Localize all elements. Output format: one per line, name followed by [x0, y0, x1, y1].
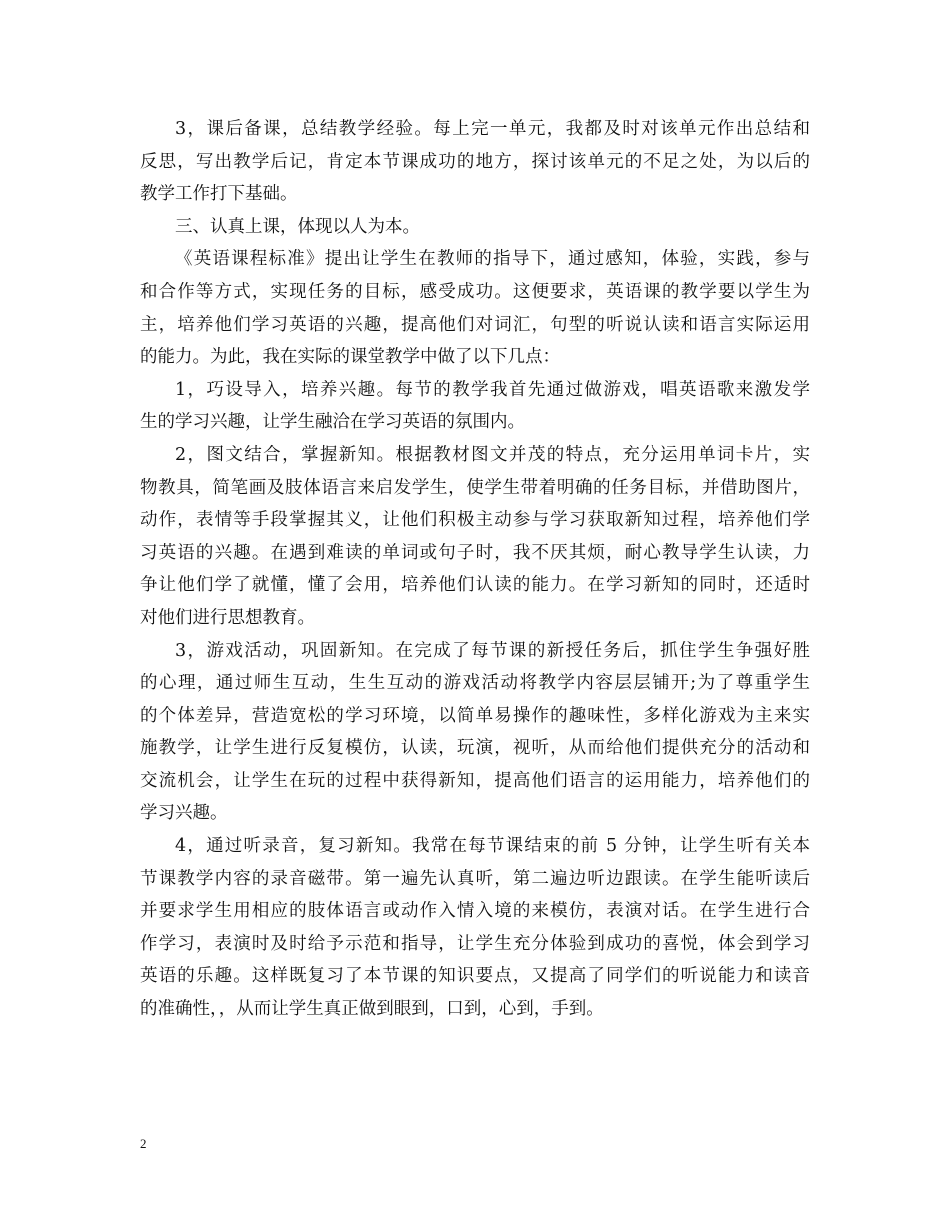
- text-line: 《英语课程标准》提出让学生在教师的指导下，通过感知，体验，实践，参与: [175, 249, 810, 270]
- page-number: 2: [140, 1136, 147, 1151]
- text-line: 习英语的兴趣。在遇到难读的单词或句子时，我不厌其烦，耐心教导学生认读，力: [140, 542, 810, 563]
- text-line: 4，通过听录音，复习新知。我常在每节课结束的前 5 分钟，让学生听有关本: [175, 836, 810, 857]
- paragraph-intro-interest: [140, 374, 810, 439]
- text-line: 物教具，简笔画及肢体语言来启发学生，使学生带着明确的任务目标，并借助图片，: [140, 477, 810, 498]
- text-line: 三、认真上课，体现以人为本。: [175, 216, 420, 237]
- paragraph-listening-review: [140, 830, 810, 1026]
- paragraph-game-activities: [140, 635, 810, 831]
- text-line: 的个体差异，营造宽松的学习环境，以简单易操作的趣味性，多样化游戏为主来实: [140, 705, 810, 726]
- text-line: 3，游戏活动，巩固新知。在完成了每节课的新授任务后，抓住学生争强好胜: [175, 640, 810, 661]
- text-line: 教学工作打下基础。: [140, 184, 298, 205]
- text-line: 生的学习兴趣，让学生融洽在学习英语的氛围内。: [140, 412, 525, 433]
- text-line: 施教学，让学生进行反复模仿，认读，玩演，视听，从而给他们提供充分的活动和: [140, 738, 810, 759]
- text-line: 的准确性，，从而让学生真正做到眼到，口到，心到，手到。: [140, 999, 604, 1020]
- paragraph-lesson-reflection: [140, 113, 810, 211]
- text-line: 和合作等方式，实现任务的目标，感受成功。这便要求，英语课的教学要以学生为: [140, 281, 810, 302]
- paragraph-picture-text: [140, 439, 810, 635]
- text-line: 动作，表情等手段掌握其义，让他们积极主动参与学习获取新知过程，培养他们学: [140, 510, 810, 531]
- section-heading: [140, 211, 810, 244]
- text-line: 节课教学内容的录音磁带。第一遍先认真听，第二遍边听边跟读。在学生能听读后: [140, 868, 810, 889]
- text-line: 交流机会，让学生在玩的过程中获得新知，提高他们语言的运用能力，培养他们的: [140, 770, 810, 791]
- text-line: 3，课后备课，总结教学经验。每上完一单元，我都及时对该单元作出总结和: [175, 119, 810, 139]
- text-line: 的能力。为此，我在实际的课堂教学中做了以下几点：: [140, 347, 560, 368]
- text-line: 英语的乐趣。这样既复习了本节课的知识要点，又提高了同学们的听说能力和读音: [140, 966, 810, 987]
- text-line: 主，培养他们学习英语的兴趣，提高他们对词汇，句型的听说认读和语言实际运用: [140, 314, 810, 335]
- text-line: 1，巧设导入，培养兴趣。每节的教学我首先通过做游戏，唱英语歌来激发学: [175, 379, 810, 400]
- text-line: 争让他们学了就懂，懂了会用，培养他们认读的能力。在学习新知的同时，还适时: [140, 575, 810, 596]
- text-line: 2，图文结合，掌握新知。根据教材图文并茂的特点，充分运用单词卡片，实: [175, 444, 810, 465]
- text-line: 的心理，通过师生互动，生生互动的游戏活动将教学内容层层铺开;为了尊重学生: [140, 673, 810, 694]
- text-line: 反思，写出教学后记，肯定本节课成功的地方，探讨该单元的不足之处，为以后的: [140, 151, 810, 172]
- document-body: [140, 113, 810, 1026]
- text-line: 对他们进行思想教育。: [140, 607, 315, 628]
- text-line: 并要求学生用相应的肢体语言或动作入情入境的来模仿，表演对话。在学生进行合: [140, 901, 810, 922]
- text-line: 学习兴趣。: [140, 803, 228, 824]
- text-line: 作学习，表演时及时给予示范和指导，让学生充分体验到成功的喜悦，体会到学习: [140, 933, 810, 954]
- paragraph-curriculum-standard: [140, 243, 810, 373]
